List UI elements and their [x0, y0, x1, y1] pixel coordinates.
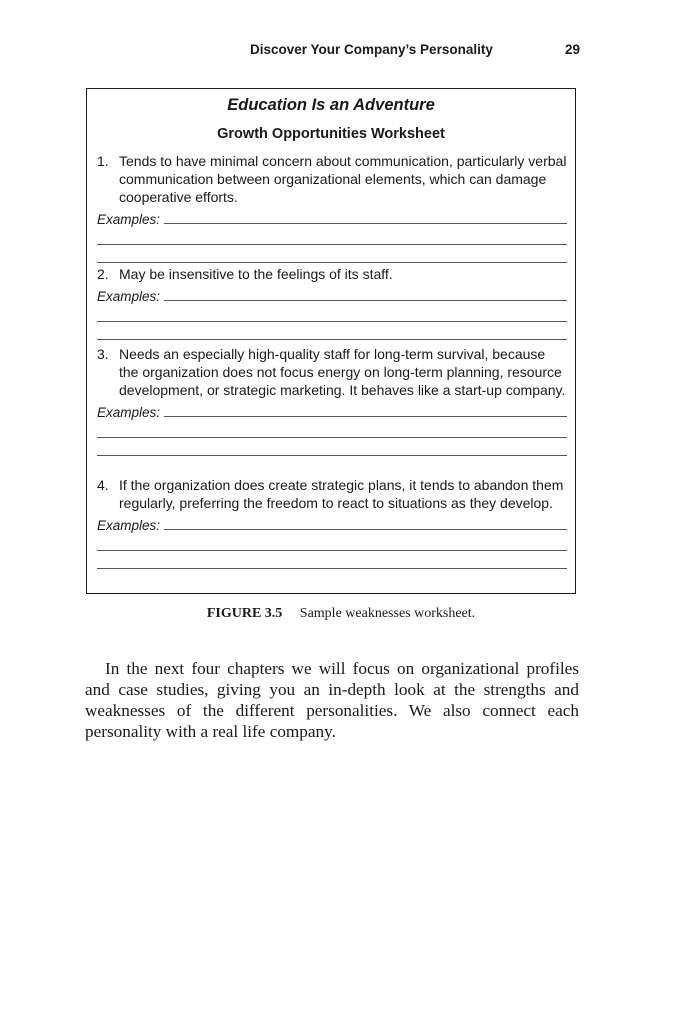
answer-line[interactable]	[97, 420, 567, 438]
examples-row	[97, 286, 567, 304]
item-number: 4.	[97, 477, 109, 493]
answer-line[interactable]	[97, 438, 567, 456]
item-description: May be insensitive to the feelings of its staff.	[119, 266, 393, 282]
examples-answer-line[interactable]	[164, 223, 567, 224]
examples-answer-line[interactable]	[164, 416, 567, 417]
item-number: 1.	[97, 153, 109, 169]
examples-label: Examples:	[97, 212, 161, 227]
examples-label: Examples:	[97, 289, 161, 304]
examples-row	[97, 515, 567, 533]
running-title: Discover Your Company’s Personality	[250, 42, 493, 57]
answer-line[interactable]	[97, 245, 567, 263]
item-description: If the organization does create strategic plans, it tends to abandon them regularly, preferring the freedom to react to situations as they develop.	[119, 477, 564, 511]
worksheet-item	[97, 265, 567, 340]
examples-row	[97, 209, 567, 227]
answer-line[interactable]	[97, 322, 567, 340]
examples-label: Examples:	[97, 405, 161, 420]
item-text	[97, 265, 567, 283]
page-number: 29	[564, 42, 580, 57]
worksheet-title: Education Is an Adventure	[227, 96, 435, 114]
answer-line[interactable]	[97, 227, 567, 245]
item-text	[97, 476, 567, 512]
worksheet-item	[97, 152, 567, 263]
answer-line[interactable]	[97, 533, 567, 551]
item-description: Needs an especially high-quality staff for long-term survival, because the organization does not focus energy on long-term planning, resource development, or strategic marketing. It behaves like a start-up company.	[119, 346, 566, 398]
examples-answer-line[interactable]	[164, 300, 567, 301]
worksheet-item	[97, 345, 567, 456]
answer-line[interactable]	[97, 551, 567, 569]
worksheet-box	[86, 88, 576, 594]
item-number: 2.	[97, 266, 109, 282]
examples-answer-line[interactable]	[164, 529, 567, 530]
answer-line[interactable]	[97, 304, 567, 322]
figure-label: FIGURE 3.5	[206, 606, 283, 621]
body-paragraph: In the next four chapters we will focus on organizational profiles and case studies, giving you an in-depth look at the strengths and weaknesses of the different personalities. We also connect each personality with a real life company.	[85, 659, 579, 741]
worksheet-subtitle: Growth Opportunities Worksheet	[217, 126, 445, 142]
item-text	[97, 345, 567, 399]
examples-row	[97, 402, 567, 420]
worksheet-item	[97, 476, 567, 569]
figure-caption-text: Sample weaknesses worksheet.	[299, 606, 476, 621]
figure-caption	[0, 606, 682, 622]
examples-label: Examples:	[97, 518, 161, 533]
running-header	[250, 40, 580, 62]
item-description: Tends to have minimal concern about communication, particularly verbal communication between organizational elements, which can damage cooperative efforts.	[119, 153, 567, 205]
item-number: 3.	[97, 346, 109, 362]
item-text	[97, 152, 567, 206]
